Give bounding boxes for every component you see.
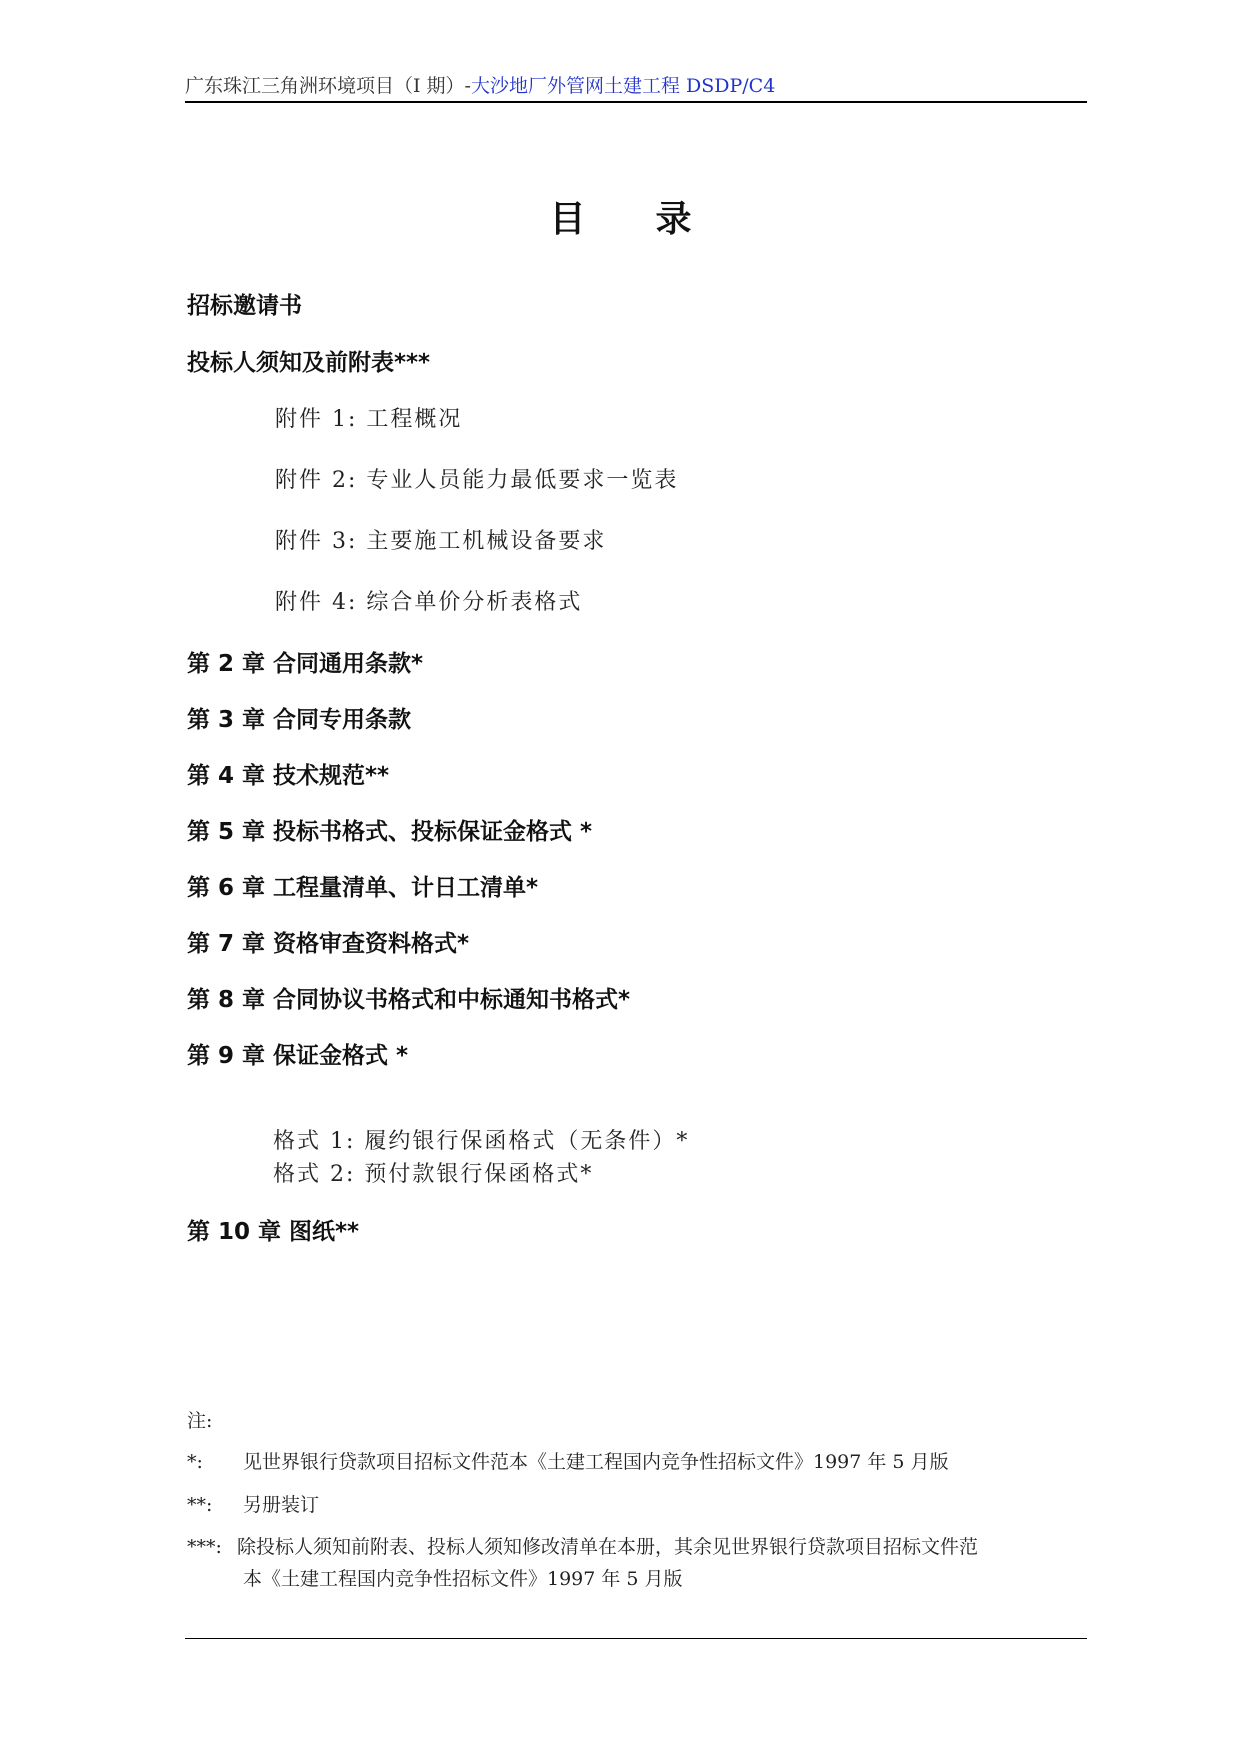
toc-chapter-9: 第 9 章 保证金格式 * [187,1043,409,1069]
toc-annex-4: 附件 4: 综合单价分析表格式 [275,590,583,615]
toc-chapter-4: 第 4 章 技术规范** [187,763,390,789]
toc-chapter-6: 第 6 章 工程量清单、计日工清单* [187,875,539,901]
toc-instructions: 投标人须知及前附表*** [187,350,431,376]
toc-chapter-5: 第 5 章 投标书格式、投标保证金格式 * [187,819,593,845]
toc-chapter-7: 第 7 章 资格审查资料格式* [187,931,470,957]
header-contract-name: 大沙地厂外管网土建工程 DSDP/C4 [470,75,776,97]
title-char-1: 目 [549,199,586,240]
note-2-text: 另册装订 [243,1494,320,1516]
notes-heading: 注: [187,1410,213,1432]
page-title [0,198,1241,242]
toc-chapter-8: 第 8 章 合同协议书格式和中标通知书格式* [187,987,631,1013]
note-3-mark: ***: [187,1536,222,1558]
note-1 [187,1447,949,1474]
note-1-mark: *: [187,1451,203,1473]
toc-annex-2: 附件 2: 专业人员能力最低要求一览表 [275,468,679,493]
toc-chapter-10: 第 10 章 图纸** [187,1219,360,1245]
toc-annex-3: 附件 3: 主要施工机械设备要求 [275,529,607,554]
page-header [185,74,1086,98]
footer-rule [185,1638,1087,1639]
header-project-name: 广东珠江三角洲环境项目（I 期）- [185,75,471,97]
title-char-2: 录 [655,199,692,240]
note-2-mark: **: [187,1494,213,1516]
note-3-text-line2: 本《土建工程国内竞争性招标文件》1997 年 5 月版 [243,1568,683,1590]
toc-chapter-2: 第 2 章 合同通用条款* [187,651,424,677]
note-2 [187,1490,319,1517]
header-rule [185,101,1087,103]
toc-form-1: 格式 1: 履约银行保函格式（无条件）* [273,1129,690,1154]
toc-annex-1: 附件 1: 工程概况 [275,407,463,432]
note-3 [187,1532,978,1559]
toc-form-2: 格式 2: 预付款银行保函格式* [273,1162,594,1187]
toc-chapter-3: 第 3 章 合同专用条款 [187,707,412,733]
note-3-text-line1: 除投标人须知前附表、投标人须知修改清单在本册，其余见世界银行贷款项目招标文件范 [237,1536,979,1558]
note-1-text: 见世界银行贷款项目招标文件范本《土建工程国内竞争性招标文件》1997 年 5 月版 [243,1451,949,1473]
toc-invitation: 招标邀请书 [187,293,302,319]
